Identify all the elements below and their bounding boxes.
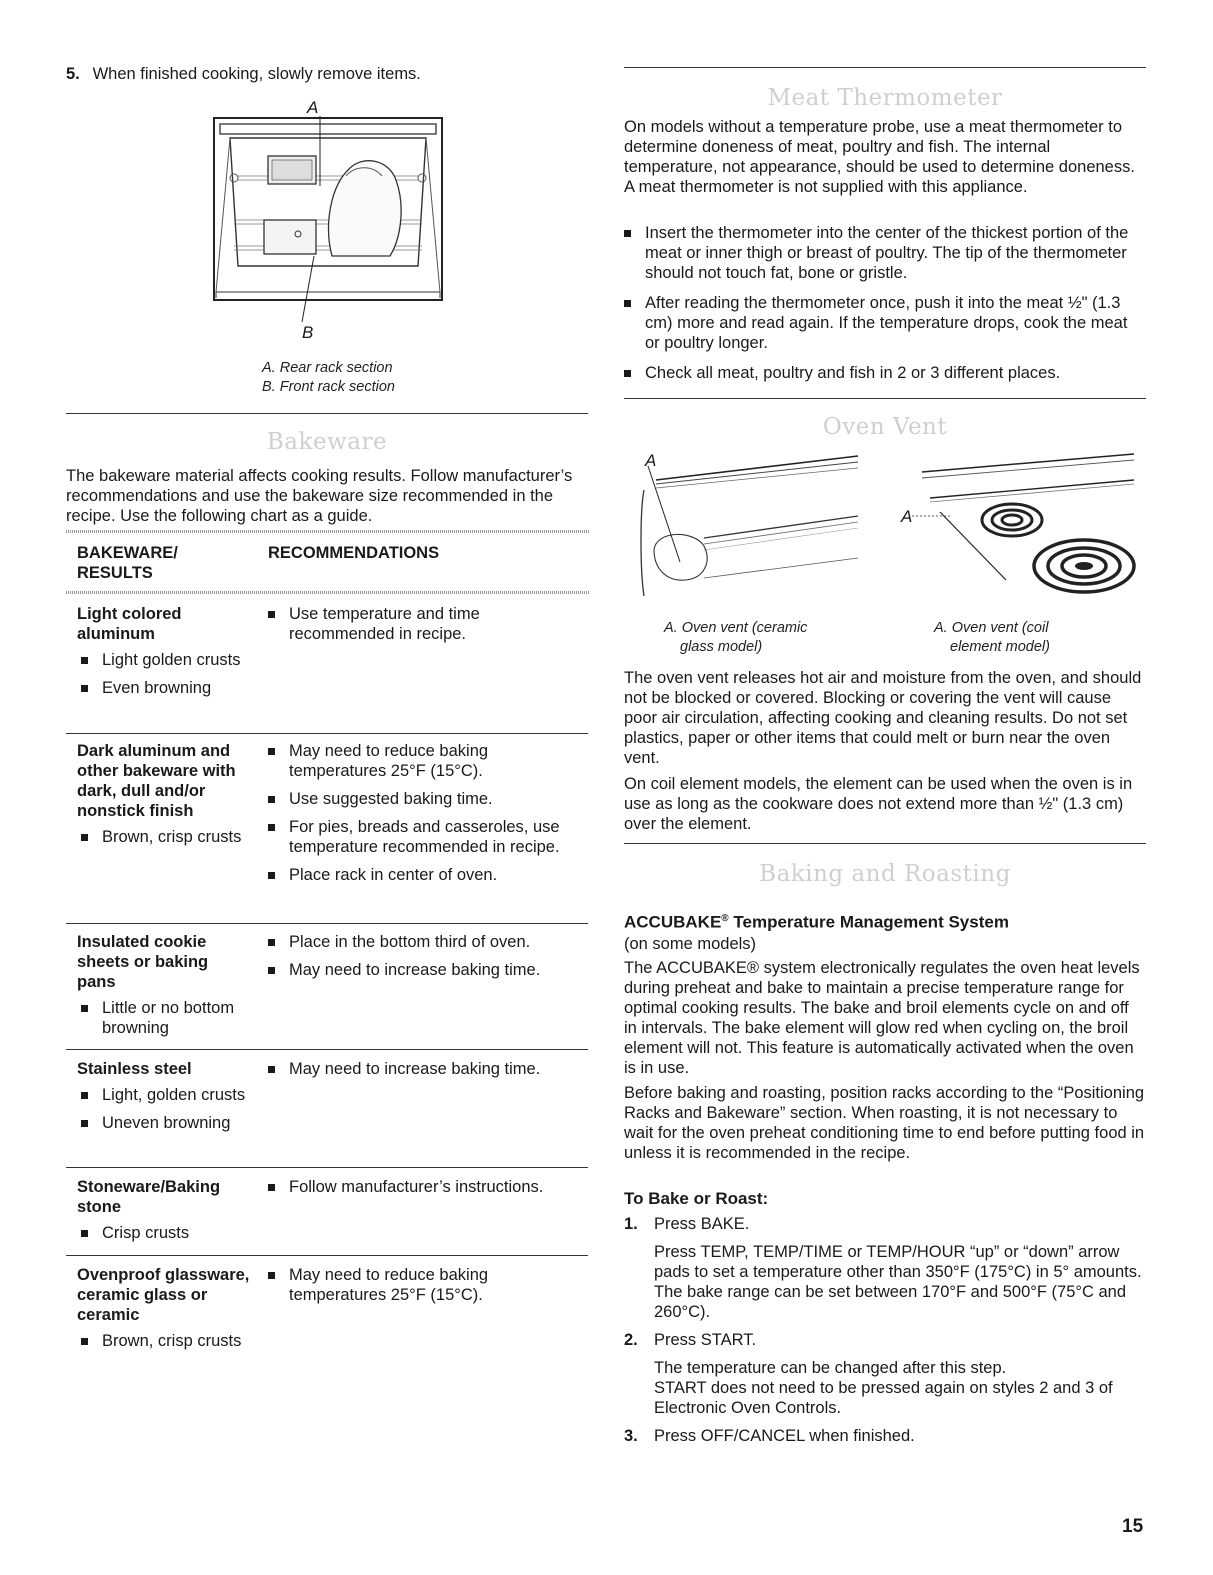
- row-divider: [66, 1167, 588, 1168]
- bakeware-name: Light colored aluminum: [77, 605, 182, 643]
- recommendation-item: For pies, breads and casseroles, use temperature recommended in recipe.: [289, 818, 560, 856]
- oven-rack-illustration: [212, 116, 444, 322]
- row-divider: [66, 1255, 588, 1256]
- oven-vent-paragraph-2: On coil element models, the element can be used when the oven is in use as long as the cookware does not extend more than ½" (1.3 cm) over the element.: [624, 775, 1133, 833]
- result-item: Brown, crisp crusts: [102, 1332, 242, 1350]
- recommendation-item: Place in the bottom third of oven.: [289, 933, 531, 951]
- positioning-paragraph: Before baking and roasting, position racks according to the “Positioning Racks and Bakeware” section. When roasting, it is not necessary to wait for the oven preheat conditioning time to end before putting food in unless it is recommended in the recipe.: [624, 1084, 1145, 1162]
- bake-steps: [624, 1214, 1146, 1454]
- step-item: [624, 1214, 1146, 1322]
- figure-label-a: A: [307, 98, 319, 117]
- result-item: Uneven browning: [102, 1114, 231, 1132]
- table-row: [77, 932, 247, 1046]
- table-row: [77, 1265, 255, 1359]
- step-main: Press OFF/CANCEL when finished.: [654, 1427, 915, 1445]
- table-top-rule: [66, 530, 590, 533]
- recommendation-cell: [264, 1059, 584, 1087]
- list-item: After reading the thermometer once, push it into the meat ½" (1.3 cm) more and read again. If the temperature drops, cook the meat or poultry longer.: [645, 294, 1128, 352]
- row-divider: [66, 923, 588, 924]
- step-text: When finished cooking, slowly remove items.: [92, 65, 421, 83]
- recommendation-item: Follow manufacturer’s instructions.: [289, 1178, 544, 1196]
- recommendation-cell: [264, 932, 584, 988]
- models-note: (on some models): [624, 935, 757, 953]
- recommendation-item: Place rack in center of oven.: [289, 866, 498, 884]
- caption-line: A. Oven vent (coil: [934, 620, 1049, 636]
- caption-line: element model): [950, 639, 1050, 655]
- figure-caption-b: B. Front rack section: [262, 379, 395, 395]
- recommendation-item: May need to increase baking time.: [289, 1060, 541, 1078]
- result-item: Even browning: [102, 679, 212, 697]
- recommendation-item: Use suggested baking time.: [289, 790, 493, 808]
- bakeware-name: Insulated cookie sheets or baking pans: [77, 933, 209, 991]
- recommendation-cell: [264, 741, 584, 893]
- row-divider: [66, 1049, 588, 1050]
- recommendation-item: May need to reduce baking temperatures 25°F (15°C).: [289, 742, 489, 780]
- row-divider: [66, 733, 588, 734]
- bakeware-intro: The bakeware material affects cooking results. Follow manufacturer’s recommendations and use the bakeware size recommended in the recipe. Use the following chart as a guide.: [66, 467, 573, 525]
- bakeware-name: Stoneware/Baking stone: [77, 1178, 221, 1216]
- step-item: [624, 1330, 1146, 1418]
- result-item: Crisp crusts: [102, 1224, 190, 1242]
- step-main: Press BAKE.: [654, 1215, 750, 1233]
- result-item: Brown, crisp crusts: [102, 828, 242, 846]
- registered-mark: ®: [721, 913, 729, 924]
- bakeware-name: Ovenproof glassware, ceramic glass or ceramic: [77, 1266, 250, 1324]
- list-item: Check all meat, poultry and fish in 2 or 3 different places.: [645, 364, 1061, 382]
- section-divider: [624, 398, 1146, 399]
- vent-caption-coil: [934, 619, 1050, 657]
- recommendation-cell: [264, 1265, 584, 1313]
- accubake-heading: [624, 909, 1009, 933]
- oven-vent-title: Oven Vent: [822, 414, 948, 440]
- step-number: 1.: [624, 1215, 638, 1233]
- step-main: Press START.: [654, 1331, 757, 1349]
- coil-vent-illustration: [912, 450, 1146, 602]
- vent-caption-ceramic: [664, 619, 807, 657]
- bake-roast-subheading: To Bake or Roast:: [624, 1189, 769, 1208]
- recommendation-cell: [264, 604, 584, 652]
- step-detail: START does not need to be pressed again on styles 2 and 3 of Electronic Oven Controls.: [654, 1379, 1113, 1417]
- step-number: 3.: [624, 1427, 638, 1445]
- page-number: 15: [1122, 1516, 1144, 1537]
- baking-roasting-title: Baking and Roasting: [759, 861, 1011, 887]
- result-item: Light, golden crusts: [102, 1086, 246, 1104]
- figure-label-b: B: [302, 323, 314, 342]
- recommendation-item: May need to reduce baking temperatures 25°F (15°C).: [289, 1266, 489, 1304]
- bakeware-title: Bakeware: [266, 429, 388, 455]
- step-detail: The temperature can be changed after this step.: [654, 1359, 1007, 1377]
- table-header-rule: [66, 591, 590, 594]
- recommendation-item: Use temperature and time recommended in recipe.: [289, 605, 480, 643]
- col-header-line-1: BAKEWARE/: [77, 544, 178, 562]
- table-row: [77, 741, 255, 855]
- recommendation-cell: [264, 1177, 584, 1205]
- bakeware-name: Dark aluminum and other bakeware with dark, dull and/or nonstick finish: [77, 742, 236, 820]
- col-header-line-2: RESULTS: [77, 564, 153, 582]
- vent-label-a-left: A: [645, 451, 657, 470]
- step-detail: Press TEMP, TEMP/TIME or TEMP/HOUR “up” or “down” arrow pads to set a temperature other than 350°F (175°C) in 5° amounts. The bake range can be set between 170°F and 500°F (75°C and 260°C).: [654, 1243, 1142, 1321]
- step-number: 2.: [624, 1331, 638, 1349]
- step-item: [624, 1426, 1146, 1446]
- ceramic-vent-illustration: [634, 450, 866, 602]
- step-number: 5.: [66, 65, 80, 83]
- heading-part: Temperature Management System: [728, 912, 1009, 932]
- recommendation-item: May need to increase baking time.: [289, 961, 541, 979]
- col-header-bakeware: [77, 543, 178, 583]
- result-item: Light golden crusts: [102, 651, 241, 669]
- section-divider: [624, 843, 1146, 844]
- accubake-paragraph: The ACCUBAKE® system electronically regulates the oven heat levels during preheat and bake to maintain a precise temperature range for optimal cooking results. The bake and broil elements cycle on and off in intervals. The bake element will glow red when cycling on, the broil element will not. This feature is automatically activated when the oven is in use.: [624, 959, 1140, 1077]
- table-row: [77, 1059, 255, 1141]
- meat-thermometer-intro: On models without a temperature probe, use a meat thermometer to determine doneness of meat, poultry and fish. The internal temperature, not appearance, should be used to determine doneness. A meat thermometer is not supplied with this appliance.: [624, 118, 1135, 196]
- meat-thermometer-title: Meat Thermometer: [767, 85, 1003, 111]
- section-divider: [66, 413, 588, 414]
- col-header-recommendations: RECOMMENDATIONS: [268, 544, 440, 562]
- table-row: [77, 604, 255, 706]
- meat-thermometer-list: [620, 223, 1146, 391]
- vent-label-a-right: A: [901, 507, 913, 526]
- section-divider: [624, 67, 1146, 68]
- result-item: Little or no bottom browning: [102, 999, 235, 1037]
- figure-caption-a: A. Rear rack section: [262, 360, 393, 376]
- step-5: [66, 64, 421, 84]
- list-item: Insert the thermometer into the center of the thickest portion of the meat or inner thigh or breast of poultry. The tip of the thermometer should not touch fat, bone or gristle.: [645, 224, 1129, 282]
- table-row: [77, 1177, 255, 1251]
- heading-part: ACCUBAKE: [624, 912, 722, 932]
- bakeware-name: Stainless steel: [77, 1060, 192, 1078]
- caption-line: A. Oven vent (ceramic: [664, 620, 808, 636]
- caption-line: glass model): [680, 639, 763, 655]
- oven-vent-paragraph-1: The oven vent releases hot air and moisture from the oven, and should not be blocked or covered. Blocking or covering the vent will cause poor air circulation, affecting cooking and cleaning results. Do not set plastics, paper or other items that could melt or burn near the oven vent.: [624, 669, 1142, 767]
